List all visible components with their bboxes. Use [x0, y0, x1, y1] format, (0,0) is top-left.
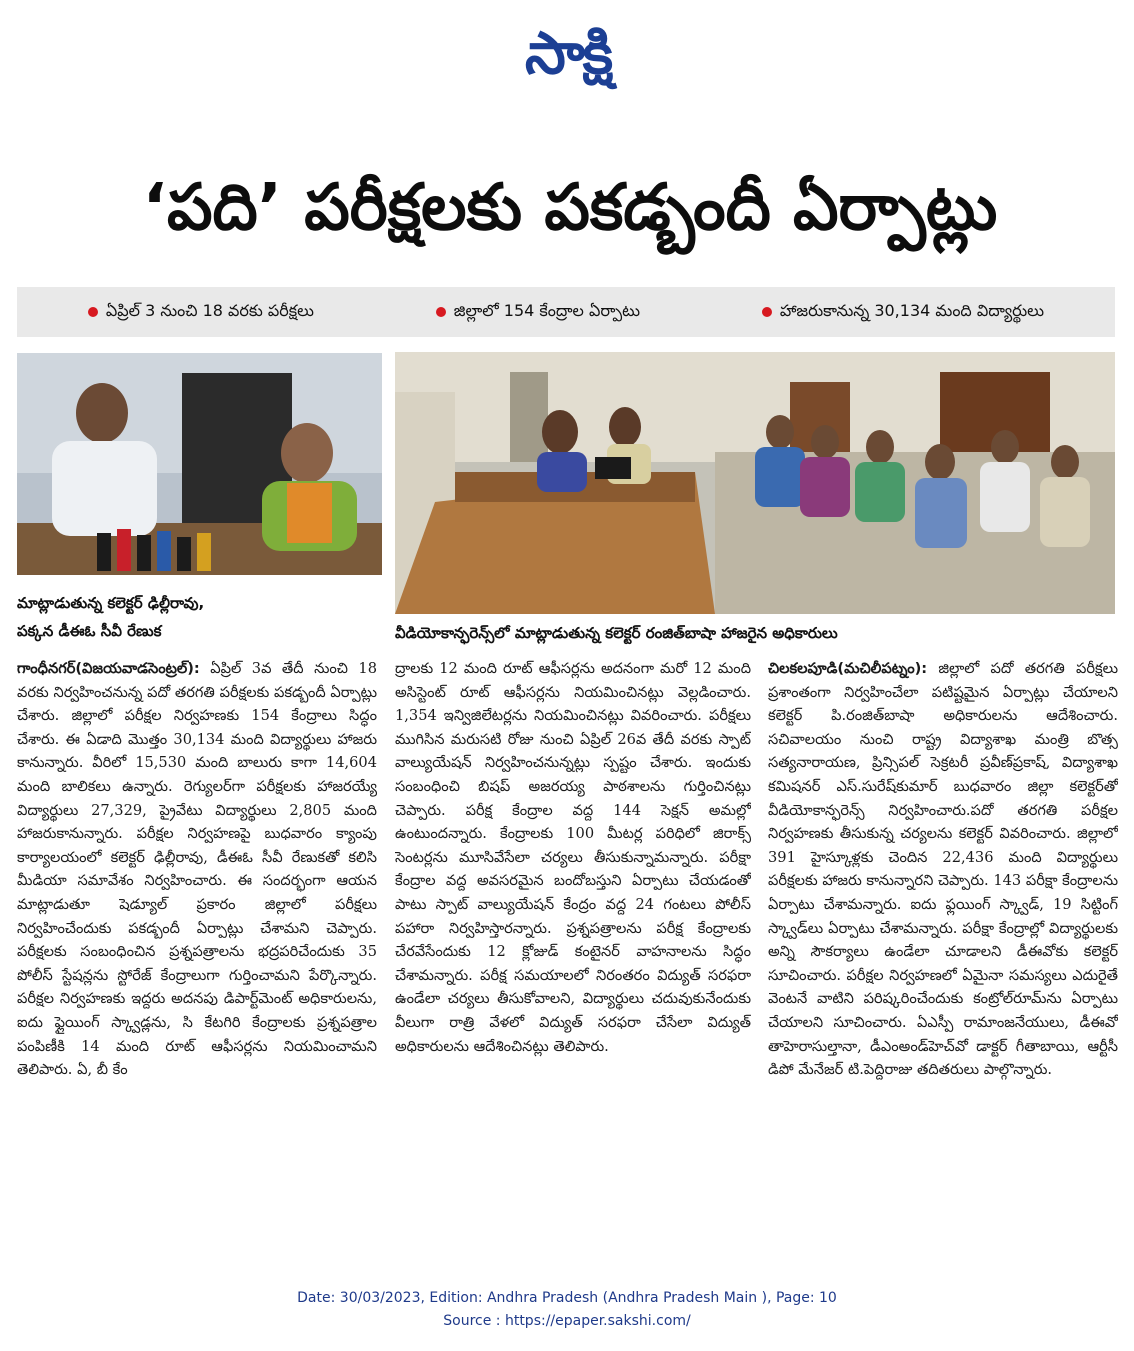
- video-conference-photo: [395, 352, 1115, 614]
- footer-edition-info: Date: 30/03/2023, Edition: Andhra Pradesh (Andhra Pradesh Main ), Page: 10: [297, 1290, 837, 1306]
- press-conference-photo: [17, 353, 382, 575]
- press-conference-illustration: [17, 353, 382, 575]
- bullet-icon: [88, 307, 98, 317]
- article-text-1: ఏప్రిల్‌ 3వ తేదీ నుంచి 18 వరకు నిర్వహించనున్న పదో తరగతి పరీక్షలకు పకడ్బందీ ఏర్పాట్లు చేశారు. జిల్లాలో పరీక్షల నిర్వహణకు 154 కేంద్రాలు సిద్ధం చేశారు. ఈ ఏడాది మొత్తం 30,134 మంది విద్యార్థులు హాజరు కానున్నారు. వీరిలో 15,530 మంది బాలురు కాగా 14,604 మంది బాలికలు ఉన్నారు. రెగ్యులర్‌గా పరీక్షలకు హాజరయ్యే విద్యార్థులు 27,329, ప్రైవేటు విద్యార్థులు 2,805 మంది హాజరుకానున్నారు. పరీక్షల నిర్వహణపై బుధవారం క్యాంపు కార్యాలయంలో కలెక్టర్‌ ఢిల్లీరావు, డీఈఓ సీవీ రేణుకతో కలిసి మీడియా సమావేశం నిర్వహించారు. ఈ సందర్భంగా ఆయన మాట్లాడుతూ షెడ్యూల్‌ ప్రకారం జిల్లాలో పరీక్షలు నిర్వహించేందుకు పకడ్బందీ ఏర్పాట్లు చేశామని చెప్పారు. పరీక్షలకు సంబంధించిన ప్రశ్నపత్రాలను భద్రపరిచేందుకు 35 పోలీస్‌ స్టేషన్లను స్టోరేజ్‌ కేంద్రాలుగా గుర్తించామని పేర్కొన్నారు. పరీక్షల నిర్వహణకు ఇద్దరు అదనపు డిపార్ట్‌మెంట్‌ అధికారులను, ఐదు ఫ్లైయింగ్‌ స్క్వాడ్లను, సి కేటగిరి కేంద్రాలకు ప్రశ్నపత్రాల పంపిణీకి 14 మంది రూట్‌ ఆఫీసర్లను నియమించామని తెలిపారు. ఏ, బీ కేం: [17, 660, 377, 1079]
- footer-source-link[interactable]: Source : https://epaper.sakshi.com/: [443, 1313, 691, 1329]
- highlight-item: [436, 301, 640, 324]
- article-text-2: ద్రాలకు 12 మంది రూట్‌ ఆఫీసర్లను అదనంగా మరో 12 మంది అసిస్టెంట్‌ రూట్‌ ఆఫీసర్లను నియమించినట్లు వెల్లడించారు. 1,354 ఇన్విజిలేటర్లను నియమించినట్లు వివరించారు. పరీక్షలు ముగిసిన మరుసటి రోజు నుంచి ఏప్రిల్‌ 26వ తేదీ వరకు స్పాట్‌ వాల్యుయేషన్‌ నిర్వహించనున్నట్లు స్పష్టం చేశారు. ఇందుకు సంబంధించి బిషప్‌ అజరయ్య పాఠశాలను గుర్తించినట్లు చెప్పారు. పరీక్ష కేంద్రాల వద్ద 144 సెక్షన్‌ అమల్లో ఉంటుందన్నారు. కేంద్రాలకు 100 మీటర్ల పరిధిలో జిరాక్స్‌ సెంటర్లను మూసివేసేలా చర్యలు తీసుకున్నామన్నారు. పరీక్షా కేంద్రాల వద్ద అవసరమైన బందోబస్తుని ఏర్పాటు చేయడంతో పాటు స్పాట్‌ వాల్యుయేషన్‌ కేంద్రం వద్ద 24 గంటలు పోలీస్‌ పహారా నిర్వహిస్తారన్నారు. ప్రశ్నపత్రాలను పరీక్ష కేంద్రాలకు చేరవేసేందుకు 12 క్లోజుడ్‌ కంటైనర్‌ వాహనాలను సిద్ధం చేశామన్నారు. పరీక్ష సమయాలలో నిరంతరం విద్యుత్‌ సరఫరా ఉండేలా చర్యలు తీసుకోవాలని, విద్యార్థులు చదువుకునేందుకు వీలుగా రాత్రి వేళలో విద్యుత్‌ సరఫరా చేసేలా విద్యుత్‌ అధికారులను ఆదేశించినట్లు తెలిపారు.: [395, 660, 751, 1055]
- article-column-1: [17, 657, 377, 1257]
- highlight-item: [762, 301, 1044, 324]
- bullet-icon: [436, 307, 446, 317]
- highlight-text: ఏప్రిల్‌ 3 నుంచి 18 వరకు పరీక్షలు: [105, 300, 314, 320]
- headline: ‘పది’ పరీక్షలకు పకడ్బందీ ఏర్పాట్లు: [142, 171, 998, 245]
- video-conference-illustration: [395, 352, 1115, 614]
- article-text-3: జిల్లాలో పదో తరగతి పరీక్షలు ప్రశాంతంగా నిర్వహించేలా పటిష్టమైన ఏర్పాట్లు చేయాలని కలెక్టర్‌ పి.రంజిత్‌బాషా అధికారులను ఆదేశించారు. సచివాలయం నుంచి రాష్ట్ర విద్యాశాఖ మంత్రి బొత్స సత్యనారాయణ, ప్రిన్సిపల్‌ సెక్రటరీ ప్రవీణ్‌ప్రకాష్‌, విద్యాశాఖ కమిషనర్‌ ఎస్‌.సురేష్‌కుమార్‌ బుధవారం జిల్లా కలెక్టర్‌తో వీడియోకాన్ఫరెన్స్‌ నిర్వహించారు.పదో తరగతి పరీక్షల నిర్వహణకు తీసుకున్న చర్యలను కలెక్టర్‌ వివరించారు. జిల్లాలో 391 హైస్కూళ్లకు చెందిన 22,436 మంది విద్యార్థులు పరీక్షలకు హాజరు కానున్నారని చెప్పారు. 143 పరీక్షా కేంద్రాలను ఏర్పాటు చేశామన్నారు. ఐదు ఫ్లయింగ్‌ స్క్వాడ్‌, 19 సిట్టింగ్‌ స్క్వాడ్‌లు ఏర్పాటు చేశామన్నారు. పరీక్షా కేంద్రాల్లో విద్యార్థులకు అన్ని సౌకర్యాలు ఉండేలా చూడాలని డీఈవోకు కలెక్టర్‌ సూచించారు. పరీక్షల నిర్వహణలో ఏమైనా సమస్యలు ఎదురైతే వెంటనే వాటిని పరిష్కరించేందుకు కంట్రోల్‌రూమ్‌ను ఏర్పాటు చేయాలని సూచించారు. ఏఎస్పీ రామాంజనేయులు, డీఈవో తాహెరాసుల్తానా, డీఎంఅండ్‌హెచ్‌వో డాక్టర్‌ గీతాబాయి, ఆర్టీసీ డిపో మేనేజర్‌ టి.పెద్దిరాజు తదితరులు పాల్గొన్నారు.: [768, 660, 1118, 1079]
- sakshi-logo: సాక్షి: [524, 18, 612, 87]
- right-photo-caption: వీడియోకాన్ఫరెన్స్‌లో మాట్లాడుతున్న కలెక్టర్‌ రంజిత్‌బాషా హాజరైన అధికారులు: [395, 624, 838, 642]
- article-column-3: [768, 657, 1118, 1257]
- left-photo-caption-line2: పక్కన డీఈఓ సీవీ రేణుక: [17, 622, 162, 640]
- article-column-2: [395, 657, 751, 1257]
- bullet-icon: [762, 307, 772, 317]
- left-photo-caption-line1: మాట్లాడుతున్న కలెక్టర్‌ ఢిల్లీరావు,: [17, 594, 205, 612]
- dateline-vijayawada: గాంధీనగర్‌(విజయవాడసెంట్రల్‌):: [17, 660, 200, 677]
- highlight-text: హాజరుకానున్న 30,134 మంది విద్యార్థులు: [779, 300, 1045, 320]
- highlight-text: జిల్లాలో 154 కేంద్రాల ఏర్పాటు: [453, 300, 641, 320]
- highlights-bar: [17, 287, 1115, 337]
- dateline-machilipatnam: చిలకలపూడి(మచిలీపట్నం):: [768, 660, 928, 677]
- highlight-item: [88, 301, 314, 324]
